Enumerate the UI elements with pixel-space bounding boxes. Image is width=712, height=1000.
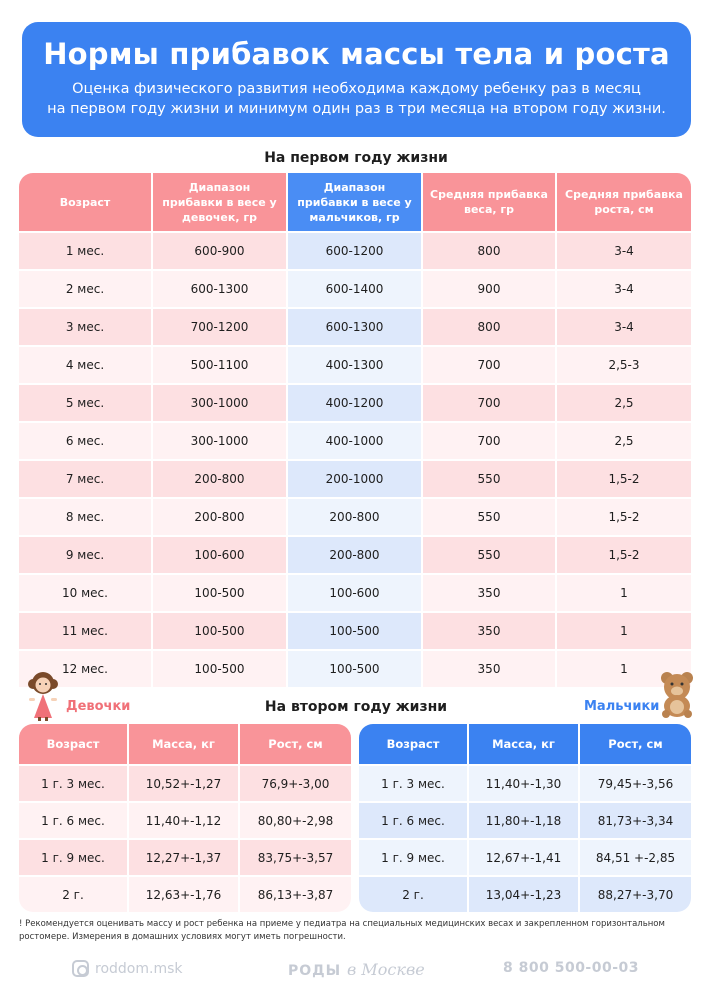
table-cell: 3-4 <box>557 307 691 345</box>
table-cell: 10 мес. <box>19 573 153 611</box>
table-cell: 10,52+-1,27 <box>129 764 240 801</box>
table-cell: 600-1300 <box>288 307 423 345</box>
table-cell: 600-1300 <box>153 269 288 307</box>
table-cell: 200-800 <box>288 497 423 535</box>
table-row <box>19 307 691 345</box>
table-header-row <box>359 724 691 764</box>
subtitle-line-1: Оценка физического развития необходима каждому ребенку раз в месяц <box>72 81 641 97</box>
table-cell: 1 г. 9 мес. <box>359 838 469 875</box>
table-row <box>19 345 691 383</box>
teddy-bear-icon <box>656 670 698 718</box>
table-cell: 12,27+-1,37 <box>129 838 240 875</box>
table-cell: 1 <box>557 611 691 649</box>
table-cell: 100-500 <box>288 611 423 649</box>
table-header-row <box>19 173 691 231</box>
table-cell: 1,5-2 <box>557 535 691 573</box>
instagram-handle: roddom.msk <box>95 960 183 977</box>
table-cell: 550 <box>423 459 557 497</box>
table-cell: 2 г. <box>19 875 129 912</box>
table-row <box>19 535 691 573</box>
table-cell: 700 <box>423 345 557 383</box>
table-cell: 3-4 <box>557 269 691 307</box>
table-cell: 1 г. 6 мес. <box>19 801 129 838</box>
table-cell: 12,67+-1,41 <box>469 838 580 875</box>
instagram-link[interactable] <box>72 960 182 977</box>
column-header: Возраст <box>19 173 153 231</box>
table-cell: 700 <box>423 383 557 421</box>
phone-link[interactable]: 8 800 500-00-03 <box>503 960 640 976</box>
table-row <box>359 801 691 838</box>
first-year-table <box>19 173 691 687</box>
table-row <box>359 875 691 912</box>
footnote: ! Рекомендуется оценивать массу и рост ребенка на приеме у педиатра на специальных медицинских весах и закрепленном горизонтальном ростомере. Измерения в домашних условиях могут иметь погрешности. <box>19 919 665 942</box>
table-cell: 79,45+-3,56 <box>580 764 691 801</box>
table-cell: 1 <box>557 573 691 611</box>
column-header: Рост, см <box>240 724 351 764</box>
first-year-title: На первом году жизни <box>264 150 448 166</box>
table-cell: 12 мес. <box>19 649 153 687</box>
table-row <box>19 383 691 421</box>
table-row <box>359 838 691 875</box>
table-header-row <box>19 724 351 764</box>
table-cell: 1 г. 9 мес. <box>19 838 129 875</box>
table-cell: 100-500 <box>153 611 288 649</box>
table-cell: 100-600 <box>288 573 423 611</box>
table-cell: 600-1400 <box>288 269 423 307</box>
column-header: Диапазон прибавки в весе у мальчиков, гр <box>288 173 423 231</box>
table-cell: 550 <box>423 535 557 573</box>
subtitle-line-2: на первом году жизни и минимум один раз в три месяца на втором году жизни. <box>47 101 666 117</box>
instagram-icon <box>72 960 89 977</box>
table-cell: 11,40+-1,30 <box>469 764 580 801</box>
table-row <box>19 838 351 875</box>
table-row <box>19 801 351 838</box>
table-cell: 76,9+-3,00 <box>240 764 351 801</box>
table-cell: 6 мес. <box>19 421 153 459</box>
table-cell: 1 г. 6 мес. <box>359 801 469 838</box>
column-header: Возраст <box>359 724 469 764</box>
table-cell: 1 мес. <box>19 231 153 269</box>
table-cell: 400-1300 <box>288 345 423 383</box>
table-row <box>19 611 691 649</box>
table-cell: 200-1000 <box>288 459 423 497</box>
table-cell: 8 мес. <box>19 497 153 535</box>
table-cell: 11,80+-1,18 <box>469 801 580 838</box>
table-row <box>19 875 351 912</box>
table-cell: 200-800 <box>153 497 288 535</box>
table-cell: 400-1000 <box>288 421 423 459</box>
table-cell: 700 <box>423 421 557 459</box>
table-cell: 11,40+-1,12 <box>129 801 240 838</box>
table-cell: 550 <box>423 497 557 535</box>
column-header: Масса, кг <box>469 724 580 764</box>
table-cell: 600-900 <box>153 231 288 269</box>
table-cell: 1 <box>557 649 691 687</box>
table-cell: 12,63+-1,76 <box>129 875 240 912</box>
table-row <box>19 269 691 307</box>
table-cell: 100-500 <box>153 649 288 687</box>
table-row <box>19 459 691 497</box>
page-subtitle <box>22 79 691 119</box>
table-cell: 3 мес. <box>19 307 153 345</box>
table-cell: 7 мес. <box>19 459 153 497</box>
table-cell: 600-1200 <box>288 231 423 269</box>
brand-prefix: РОДЫ <box>288 963 342 979</box>
table-cell: 200-800 <box>288 535 423 573</box>
boys-table <box>359 724 691 912</box>
table-cell: 700-1200 <box>153 307 288 345</box>
column-header: Рост, см <box>580 724 691 764</box>
table-cell: 9 мес. <box>19 535 153 573</box>
table-cell: 2,5-3 <box>557 345 691 383</box>
second-year-title: На втором году жизни <box>264 699 448 715</box>
table-cell: 80,80+-2,98 <box>240 801 351 838</box>
column-header: Возраст <box>19 724 129 764</box>
table-cell: 100-600 <box>153 535 288 573</box>
column-header: Диапазон прибавки в весе у девочек, гр <box>153 173 288 231</box>
table-cell: 300-1000 <box>153 383 288 421</box>
table-cell: 200-800 <box>153 459 288 497</box>
table-cell: 2,5 <box>557 383 691 421</box>
table-cell: 350 <box>423 649 557 687</box>
table-cell: 11 мес. <box>19 611 153 649</box>
table-cell: 800 <box>423 307 557 345</box>
table-cell: 88,27+-3,70 <box>580 875 691 912</box>
table-cell: 350 <box>423 573 557 611</box>
table-row <box>19 649 691 687</box>
table-cell: 2 мес. <box>19 269 153 307</box>
table-cell: 2 г. <box>359 875 469 912</box>
table-row <box>19 231 691 269</box>
table-cell: 81,73+-3,34 <box>580 801 691 838</box>
table-cell: 1 г. 3 мес. <box>19 764 129 801</box>
table-cell: 3-4 <box>557 231 691 269</box>
table-cell: 350 <box>423 611 557 649</box>
table-cell: 400-1200 <box>288 383 423 421</box>
table-cell: 100-500 <box>153 573 288 611</box>
girls-table <box>19 724 351 912</box>
table-cell: 800 <box>423 231 557 269</box>
column-header: Масса, кг <box>129 724 240 764</box>
table-cell: 500-1100 <box>153 345 288 383</box>
table-cell: 300-1000 <box>153 421 288 459</box>
table-cell: 1 г. 3 мес. <box>359 764 469 801</box>
page-title: Нормы прибавок массы тела и роста <box>43 37 670 71</box>
table-cell: 5 мес. <box>19 383 153 421</box>
table-cell: 13,04+-1,23 <box>469 875 580 912</box>
brand-logo <box>288 960 425 979</box>
table-cell: 1,5-2 <box>557 459 691 497</box>
table-row <box>19 764 351 801</box>
table-cell: 100-500 <box>288 649 423 687</box>
header-banner <box>22 22 691 137</box>
boys-label: Мальчики <box>584 699 660 714</box>
table-cell: 86,13+-3,87 <box>240 875 351 912</box>
table-cell: 2,5 <box>557 421 691 459</box>
table-row <box>19 573 691 611</box>
table-cell: 900 <box>423 269 557 307</box>
girls-label: Девочки <box>66 699 131 714</box>
table-row <box>19 497 691 535</box>
table-row <box>359 764 691 801</box>
table-cell: 4 мес. <box>19 345 153 383</box>
table-cell: 84,51 +-2,85 <box>580 838 691 875</box>
table-row <box>19 421 691 459</box>
column-header: Средняя прибавка веса, гр <box>423 173 557 231</box>
brand-script: в Москве <box>347 960 425 979</box>
footer <box>0 960 712 982</box>
column-header: Средняя прибавка роста, см <box>557 173 691 231</box>
table-cell: 1,5-2 <box>557 497 691 535</box>
table-cell: 83,75+-3,57 <box>240 838 351 875</box>
